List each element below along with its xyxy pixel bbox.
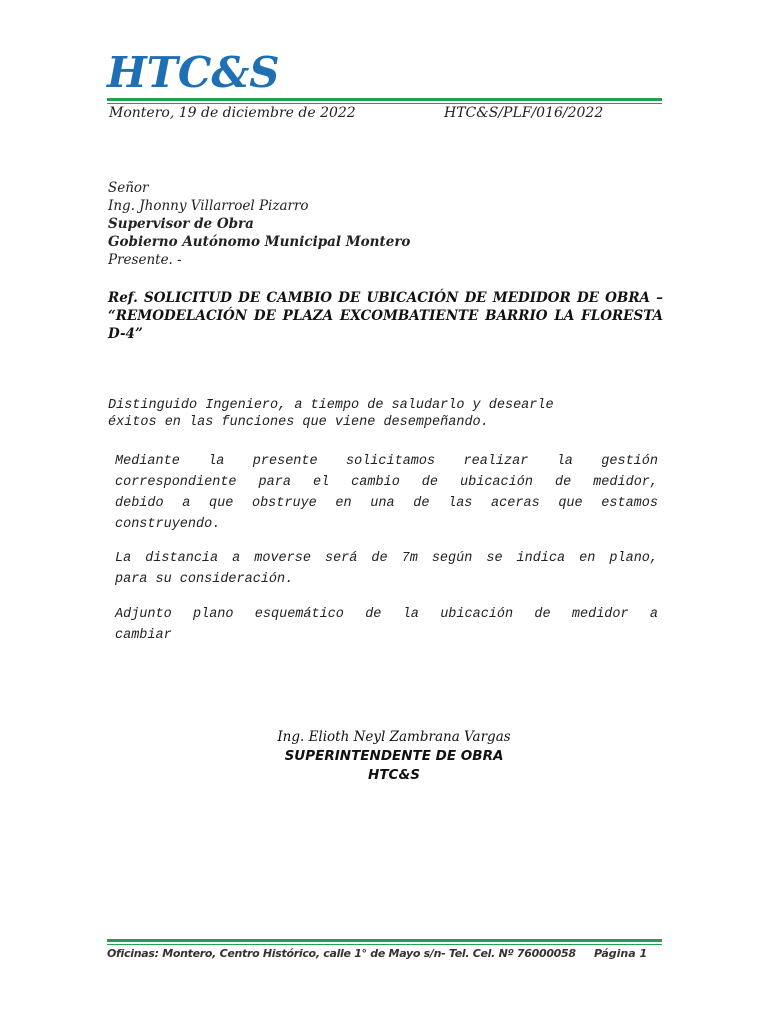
company-logo: HTC&S xyxy=(107,48,280,97)
greeting-paragraph xyxy=(108,397,668,431)
paragraph-line: cambiar xyxy=(115,628,172,643)
paragraph-line: correspondiente para el cambio de ubicación de medidor, xyxy=(115,475,658,490)
signer-role: SUPERINTENDENTE DE OBRA xyxy=(284,748,504,764)
subject-line-1: Ref. SOLICITUD DE CAMBIO DE UBICACIÓN DE MEDIDOR DE OBRA – xyxy=(108,290,663,306)
paragraph-line: para su consideración. xyxy=(115,572,294,587)
reference-code: HTC&S/PLF/016/2022 xyxy=(444,105,604,121)
signer-name: Ing. Elioth Neyl Zambrana Vargas xyxy=(277,729,511,745)
page-number: Página 1 xyxy=(594,947,648,960)
salutation: Señor xyxy=(108,180,149,196)
recipient-name: Ing. Jhonny Villarroel Pizarro xyxy=(108,198,309,214)
signer-company: HTC&S xyxy=(368,767,420,783)
recipient-block xyxy=(108,179,410,269)
subject-line-3: D-4” xyxy=(108,326,143,342)
paragraph-distance xyxy=(115,548,658,590)
letter-date: Montero, 19 de diciembre de 2022 xyxy=(109,105,356,121)
footer-address: Oficinas: Montero, Centro Histórico, calle 1° de Mayo s/n- Tel. Cel. Nº 76000058 xyxy=(107,947,576,960)
recipient-organization: Gobierno Autónomo Municipal Montero xyxy=(108,234,411,250)
footer-rule xyxy=(107,939,662,945)
paragraph-line: construyendo. xyxy=(115,517,221,532)
subject-reference xyxy=(108,289,663,343)
paragraph-request xyxy=(115,451,658,535)
paragraph-line: Adjunto plano esquemático de la ubicación de medidor a xyxy=(115,607,658,622)
greeting-line-1: Distinguido Ingeniero, a tiempo de saludarlo y desearle xyxy=(108,398,554,413)
paragraph-line: debido a que obstruye en una de las aceras que estamos xyxy=(115,496,658,511)
paragraph-line: La distancia a moverse será de 7m según se indica en plano, xyxy=(115,551,658,566)
paragraph-line: Mediante la presente solicitamos realizar la gestión xyxy=(115,454,658,469)
presente-line: Presente. - xyxy=(108,252,182,268)
recipient-title: Supervisor de Obra xyxy=(108,216,254,232)
paragraph-attachment xyxy=(115,604,658,646)
signature-block xyxy=(200,728,588,785)
greeting-line-2: éxitos en las funciones que viene desempeñando. xyxy=(108,415,489,430)
header-rule xyxy=(107,98,662,104)
subject-line-2: “REMODELACIÓN DE PLAZA EXCOMBATIENTE BARRIO LA FLORESTA xyxy=(108,308,663,324)
